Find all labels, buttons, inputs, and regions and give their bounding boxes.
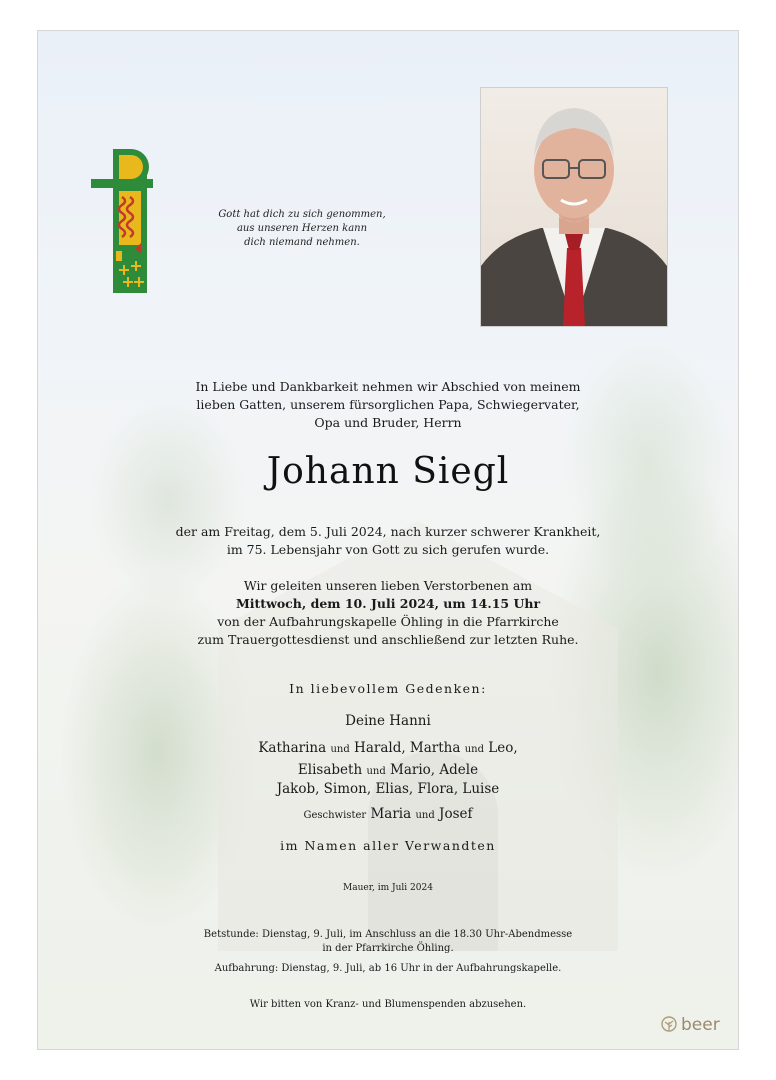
intro-text: In Liebe und Dankbarkeit nehmen wir Abschied von meinem lieben Gatten, unserem fürsorglichen Papa, Schwiegervater, Opa und Bruder, Herrn [195,379,581,430]
aufbahrung-note: Aufbahrung: Dienstag, 9. Juli, ab 16 Uhr in der Aufbahrungskapelle. [214,963,562,974]
memorial-quote: Gott hat dich zu sich genommen, aus unseren Herzen kann dich niemand nehmen. [218,209,386,248]
relatives-line: im Namen aller Verwandten [280,838,496,853]
betstunde-note: Betstunde: Dienstag, 9. Juli, im Anschluss an die 18.30 Uhr-Abendmesse in der Pfarrkirche Öhling. [203,929,573,954]
family-children: Katharina und Harald, Martha und Leo, Elisabeth und Mario, Adele [258,740,518,778]
funeral-details: Wir geleiten unseren lieben Verstorbenen am Mittwoch, dem 10. Juli 2024, um 14.15 Uhr von der Aufbahrungskapelle Öhling in die Pfarrkirche zum Trauergottesdienst und anschließend zur letzten Ruhe. [38,577,738,649]
family-spouse: Deine Hanni [345,713,431,729]
family-grandchildren: Jakob, Simon, Elias, Flora, Luise [276,781,500,797]
obituary-card [37,30,739,1050]
death-notice: der am Freitag, dem 5. Juli 2024, nach kurzer schwerer Krankheit, im 75. Lebensjahr von Gott zu sich gerufen wurde. [175,524,601,557]
gedenken-heading: In liebevollem Gedenken: [289,681,487,696]
chi-rho-cross-icon [91,149,153,295]
tree-icon [660,1016,678,1034]
deceased-name: Johann Siegl [266,451,510,492]
place-date: Mauer, im Juli 2024 [343,883,433,893]
portrait-photo [480,87,668,327]
family-siblings: Geschwister Maria und Josef [303,806,473,822]
beer-logo: beer [660,1014,720,1036]
flower-note: Wir bitten von Kranz- und Blumenspenden abzusehen. [249,999,527,1010]
funeral-date: Mittwoch, dem 10. Juli 2024, um 14.15 Uhr [235,596,541,611]
